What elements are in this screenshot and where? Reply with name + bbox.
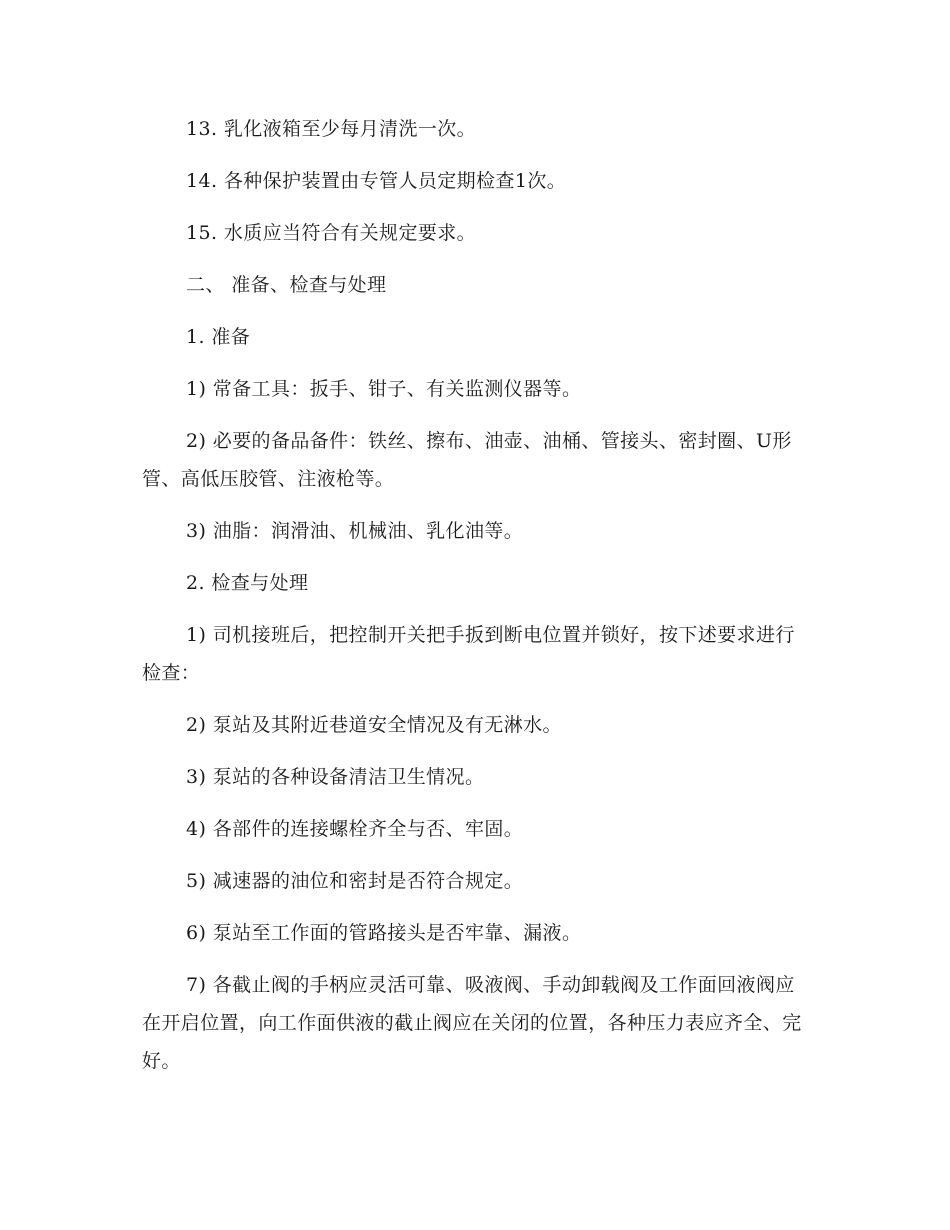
paragraph-item-15: 15. 水质应当符合有关规定要求。	[186, 222, 477, 244]
subsection-heading-prepare: 1. 准备	[186, 326, 251, 348]
prepare-item-tools: 1) 常备工具：扳手、钳子、有关监测仪器等。	[186, 378, 582, 400]
document-body	[142, 110, 808, 1094]
subsection-heading-inspect: 2. 检查与处理	[186, 572, 309, 594]
prepare-item-grease: 3) 油脂：润滑油、机械油、乳化油等。	[186, 520, 524, 542]
paragraph-item-14: 14. 各种保护装置由专管人员定期检查1次。	[186, 170, 567, 192]
paragraph-item-13: 13. 乳化液箱至少每月清洗一次。	[186, 118, 477, 140]
inspect-item-6: 6) 泵站至工作面的管路接头是否牢靠、漏液。	[186, 922, 582, 944]
inspect-item-3: 3) 泵站的各种设备清洁卫生情况。	[186, 766, 485, 788]
section-heading-2: 二、 准备、检查与处理	[186, 274, 387, 296]
inspect-item-2: 2) 泵站及其附近巷道安全情况及有无淋水。	[186, 714, 562, 736]
inspect-item-1: 1) 司机接班后，把控制开关把手扳到断电位置并锁好，按下述要求进行检查：	[142, 624, 795, 684]
prepare-item-spare-parts: 2) 必要的备品备件：铁丝、擦布、油壶、油桶、管接头、密封圈、U形管、高低压胶管、注液枪等。	[142, 430, 792, 490]
inspect-item-7: 7) 各截止阀的手柄应灵活可靠、吸液阀、手动卸载阀及工作面回液阀应在开启位置，向工作面供液的截止阀应在关闭的位置，各种压力表应齐全、完好。	[142, 974, 802, 1072]
inspect-item-5: 5) 减速器的油位和密封是否符合规定。	[186, 870, 524, 892]
inspect-item-4: 4) 各部件的连接螺栓齐全与否、牢固。	[186, 818, 524, 840]
